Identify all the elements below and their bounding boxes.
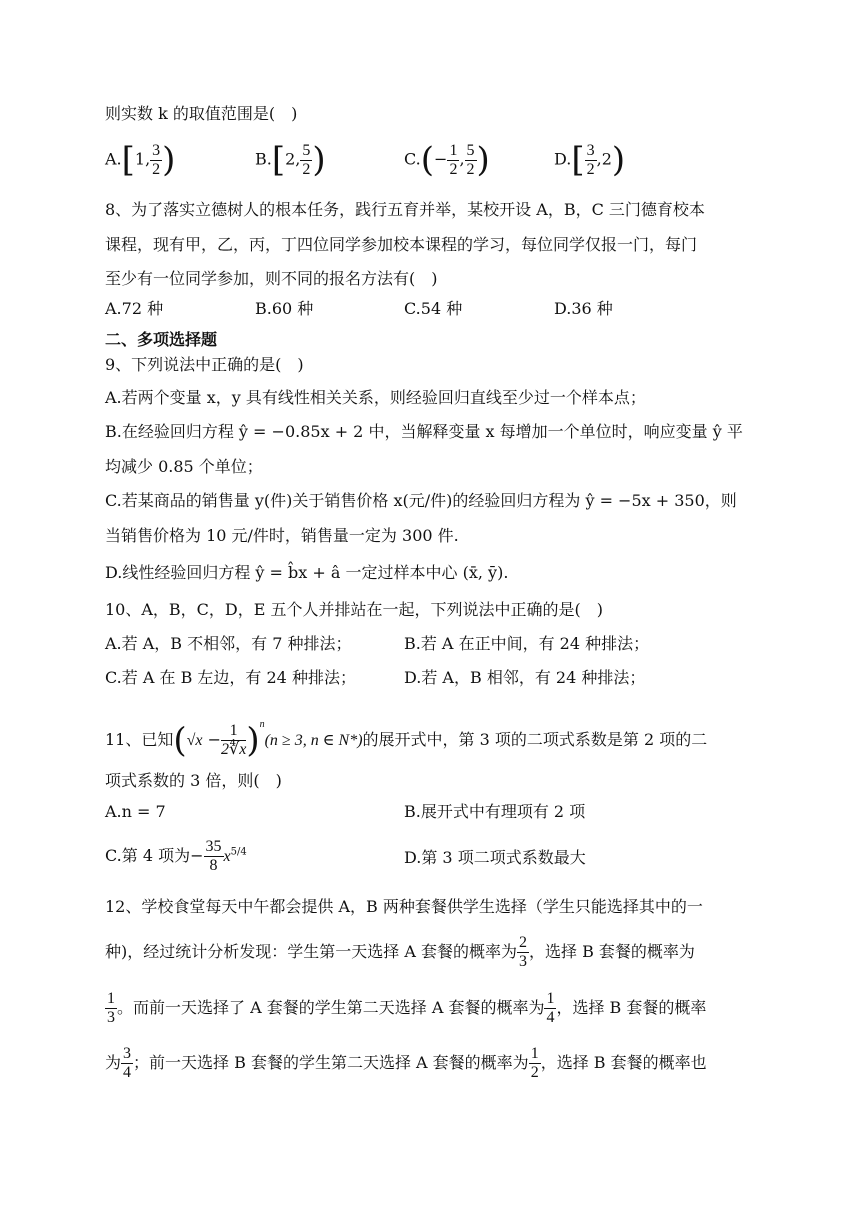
q10-option-d: D.若 A，B 相邻，有 24 种排法； (404, 668, 646, 687)
q8-line-2: 课程，现有甲，乙，丙，丁四位同学参加校本课程的学习，每位同学仅报一门，每门 (105, 235, 698, 254)
q12-line-2: 种)，经过统计分析发现：学生第一天选择 A 套餐的概率为 $\frac{2}{3}$ ，选择 B 套餐的概率为 (105, 934, 695, 970)
q11-line-1: 11、已知(√x − $\frac{1}{2∜x}$ )$^n$(n ≥ 3, n ∈ N*)的展开式中，第 3 项的二项式系数是第 2 项的二 (105, 719, 708, 761)
q11-option-a: A.n = 7 (105, 802, 166, 821)
q11-line-2: 项式系数的 3 倍，则( ) (105, 771, 282, 790)
q9-option-b-line-2: 均减少 0.85 个单位； (105, 457, 263, 476)
q11-option-b: B.展开式中有理项有 2 项 (404, 802, 586, 821)
q8-line-3: 至少有一位同学参加，则不同的报名方法有( ) (105, 269, 438, 288)
q9-stem: 9、下列说法中正确的是( ) (105, 355, 304, 374)
q9-option-d: D.线性经验回归方程 ŷ = b̂x + â 一定过样本中心 (x̄, ȳ). (105, 563, 509, 582)
q7-option-c: C.(− $\frac{1}{2}$ , $\frac{5}{2}$ ) (404, 140, 490, 180)
q11-option-d: D.第 3 项二项式系数最大 (404, 848, 586, 867)
q10-option-c: C.若 A 在 B 左边，有 24 种排法； (105, 668, 356, 687)
q8-line-1: 8、为了落实立德树人的根本任务，践行五育并举，某校开设 A，B，C 三门德育校本 (105, 200, 705, 219)
q12-line-3: $\frac{1}{3}$ 。而前一天选择了 A 套餐的学生第二天选择 A 套餐的概率为 $\frac{1}{4}$ ，选择 B 套餐的概率 (107, 990, 707, 1026)
q8-option-c: C.54 种 (404, 299, 463, 318)
q7-option-b: B.[2, $\frac{5}{2}$ ) (255, 140, 326, 180)
q7-option-a: A.[1, $\frac{3}{2}$ ) (105, 140, 176, 180)
q7-stem: 则实数 k 的取值范围是( ) (105, 104, 298, 123)
q10-stem: 10、A，B，C，D，E 五个人并排站在一起，下列说法中正确的是( ) (105, 600, 603, 619)
q11-fraction: $\frac{1}{2∜x}$ (221, 722, 247, 758)
q12-line-4: 为 $\frac{3}{4}$ ；前一天选择 B 套餐的学生第二天选择 A 套餐的概率为 $\frac{1}{2}$ ，选择 B 套餐的概率也 (105, 1045, 707, 1081)
q11-option-c: C.第 4 项为− $\frac{35}{8}$ $x^{5/4}$ (105, 838, 247, 874)
q7-option-d: D.[ $\frac{3}{2}$ ,2) (554, 140, 626, 180)
q9-option-c-line-2: 当销售价格为 10 元/件时，销售量一定为 300 件. (105, 526, 459, 545)
q9-option-a: A.若两个变量 x，y 具有线性相关关系，则经验回归直线至少过一个样本点； (105, 388, 646, 407)
q10-option-b: B.若 A 在正中间，有 24 种排法； (404, 634, 650, 653)
q8-option-b: B.60 种 (255, 299, 314, 318)
q10-option-a: A.若 A，B 不相邻，有 7 种排法； (105, 634, 352, 653)
q9-option-b-line-1: B.在经验回归方程 ŷ = −0.85x + 2 中，当解释变量 x 每增加一个单位时，响应变量 ŷ 平 (105, 422, 743, 441)
q8-option-d: D.36 种 (554, 299, 613, 318)
section-heading: 二、多项选择题 (105, 332, 218, 349)
q8-option-a: A.72 种 (105, 299, 164, 318)
q9-option-c-line-1: C.若某商品的销售量 y(件)关于销售价格 x(元/件)的经验回归方程为 ŷ = −5x + 350，则 (105, 491, 737, 510)
q12-line-1: 12、学校食堂每天中午都会提供 A，B 两种套餐供学生选择（学生只能选择其中的一 (105, 897, 703, 916)
